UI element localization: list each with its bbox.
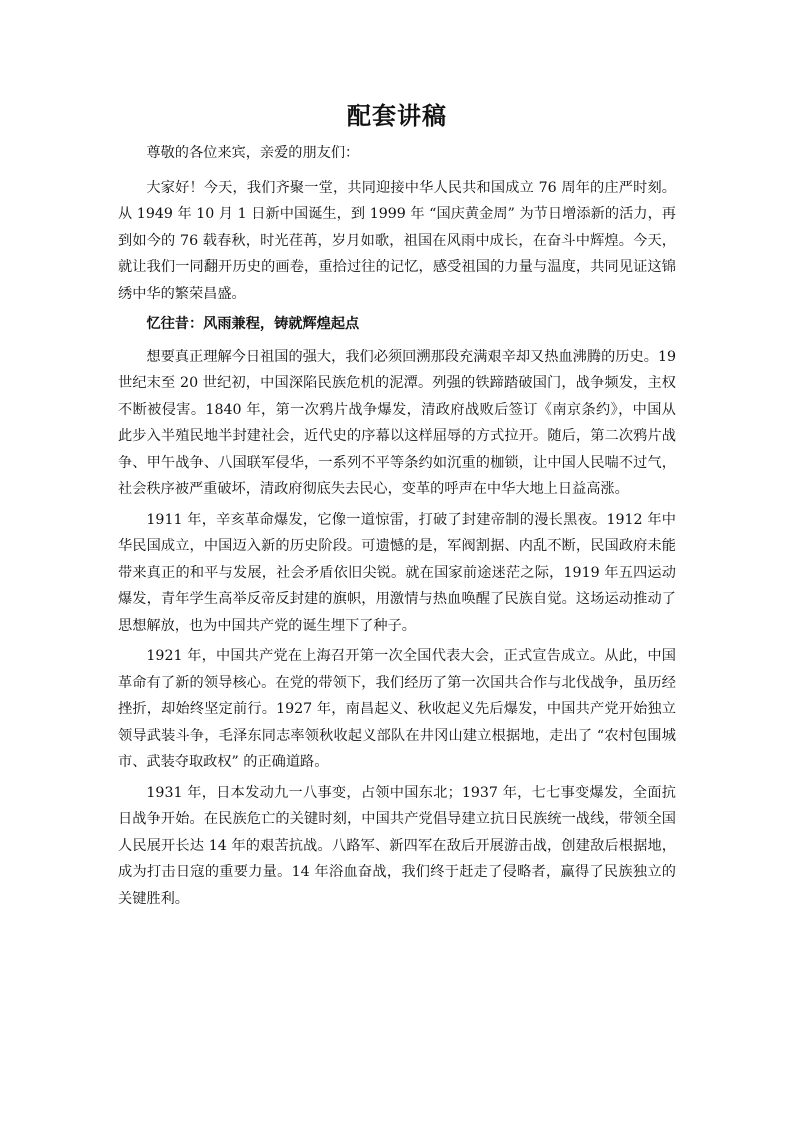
document-title: 配套讲稿 [347, 101, 447, 130]
history-paragraph-4: 1931 年，日本发动九一八事变，占领中国东北；1937 年，七七事变爆发，全面抗日战争开始。在民族危亡的关键时刻，中国共产党倡导建立抗日民族统一战线，带领全国人民展开长达 14 年的艰苦抗战。八路军、新四军在敌后开展游击战，创建敌后根据地，成为打击日寇的重要力量。14 年浴血奋战，我们终于赶走了侵略者，赢得了民族独立的关键胜利。 [118, 784, 676, 907]
history-paragraph-3: 1921 年，中国共产党在上海召开第一次全国代表大会，正式宣告成立。从此，中国革命有了新的领导核心。在党的带领下，我们经历了第一次国共合作与北伐战争，虽历经挫折，却始终坚定前行。1927 年，南昌起义、秋收起义先后爆发，中国共产党开始独立领导武装斗争，毛泽东同志率领秋收起义部队在井冈山建立根据地，走出了 “农村包围城市、武装夺取政权” 的正确道路。 [118, 648, 676, 770]
document-body [118, 140, 676, 916]
intro-paragraph: 大家好！今天，我们齐聚一堂，共同迎接中华人民共和国成立 76 周年的庄严时刻。从 1949 年 10 月 1 日新中国诞生，到 1999 年 “国庆黄金周” 为节日增添新的活力，再到如今的 76 载春秋，时光荏苒，岁月如歌，祖国在风雨中成长，在奋斗中辉煌。今天，就让我们一同翻开历史的画卷，重拾过往的记忆，感受祖国的力量与温度，共同见证这锦绣中华的繁荣昌盛。 [118, 179, 676, 302]
history-paragraph-2: 1911 年，辛亥革命爆发，它像一道惊雷，打破了封建帝制的漫长黑夜。1912 年中华民国成立，中国迈入新的历史阶段。可遗憾的是，军阀割据、内乱不断，民国政府未能带来真正的和平与发展，社会矛盾依旧尖锐。就在国家前途迷茫之际，1919 年五四运动爆发，青年学生高举反帝反封建的旗帜，用激情与热血唤醒了民族自觉。这场运动推动了思想解放，也为中国共产党的诞生埋下了种子。 [118, 511, 676, 634]
section-heading: 忆往昔：风雨兼程，铸就辉煌起点 [146, 316, 360, 332]
history-paragraph-1: 想要真正理解今日祖国的强大，我们必须回溯那段充满艰辛却又热血沸腾的历史。19 世纪末至 20 世纪初，中国深陷民族危机的泥潭。列强的铁蹄踏破国门，战争频发，主权不断被侵害。1840 年，第一次鸦片战争爆发，清政府战败后签订《南京条约》，中国从此步入半殖民地半封建社会，近代史的序幕以这样屈辱的方式拉开。随后，第二次鸦片战争、甲午战争、八国联军侵华，一系列不平等条约如沉重的枷锁，让中国人民喘不过气，社会秩序被严重破坏，清政府彻底失去民心，变革的呼声在中华大地上日益高涨。 [118, 348, 676, 497]
greeting-line: 尊敬的各位来宾，亲爱的朋友们： [146, 145, 360, 161]
